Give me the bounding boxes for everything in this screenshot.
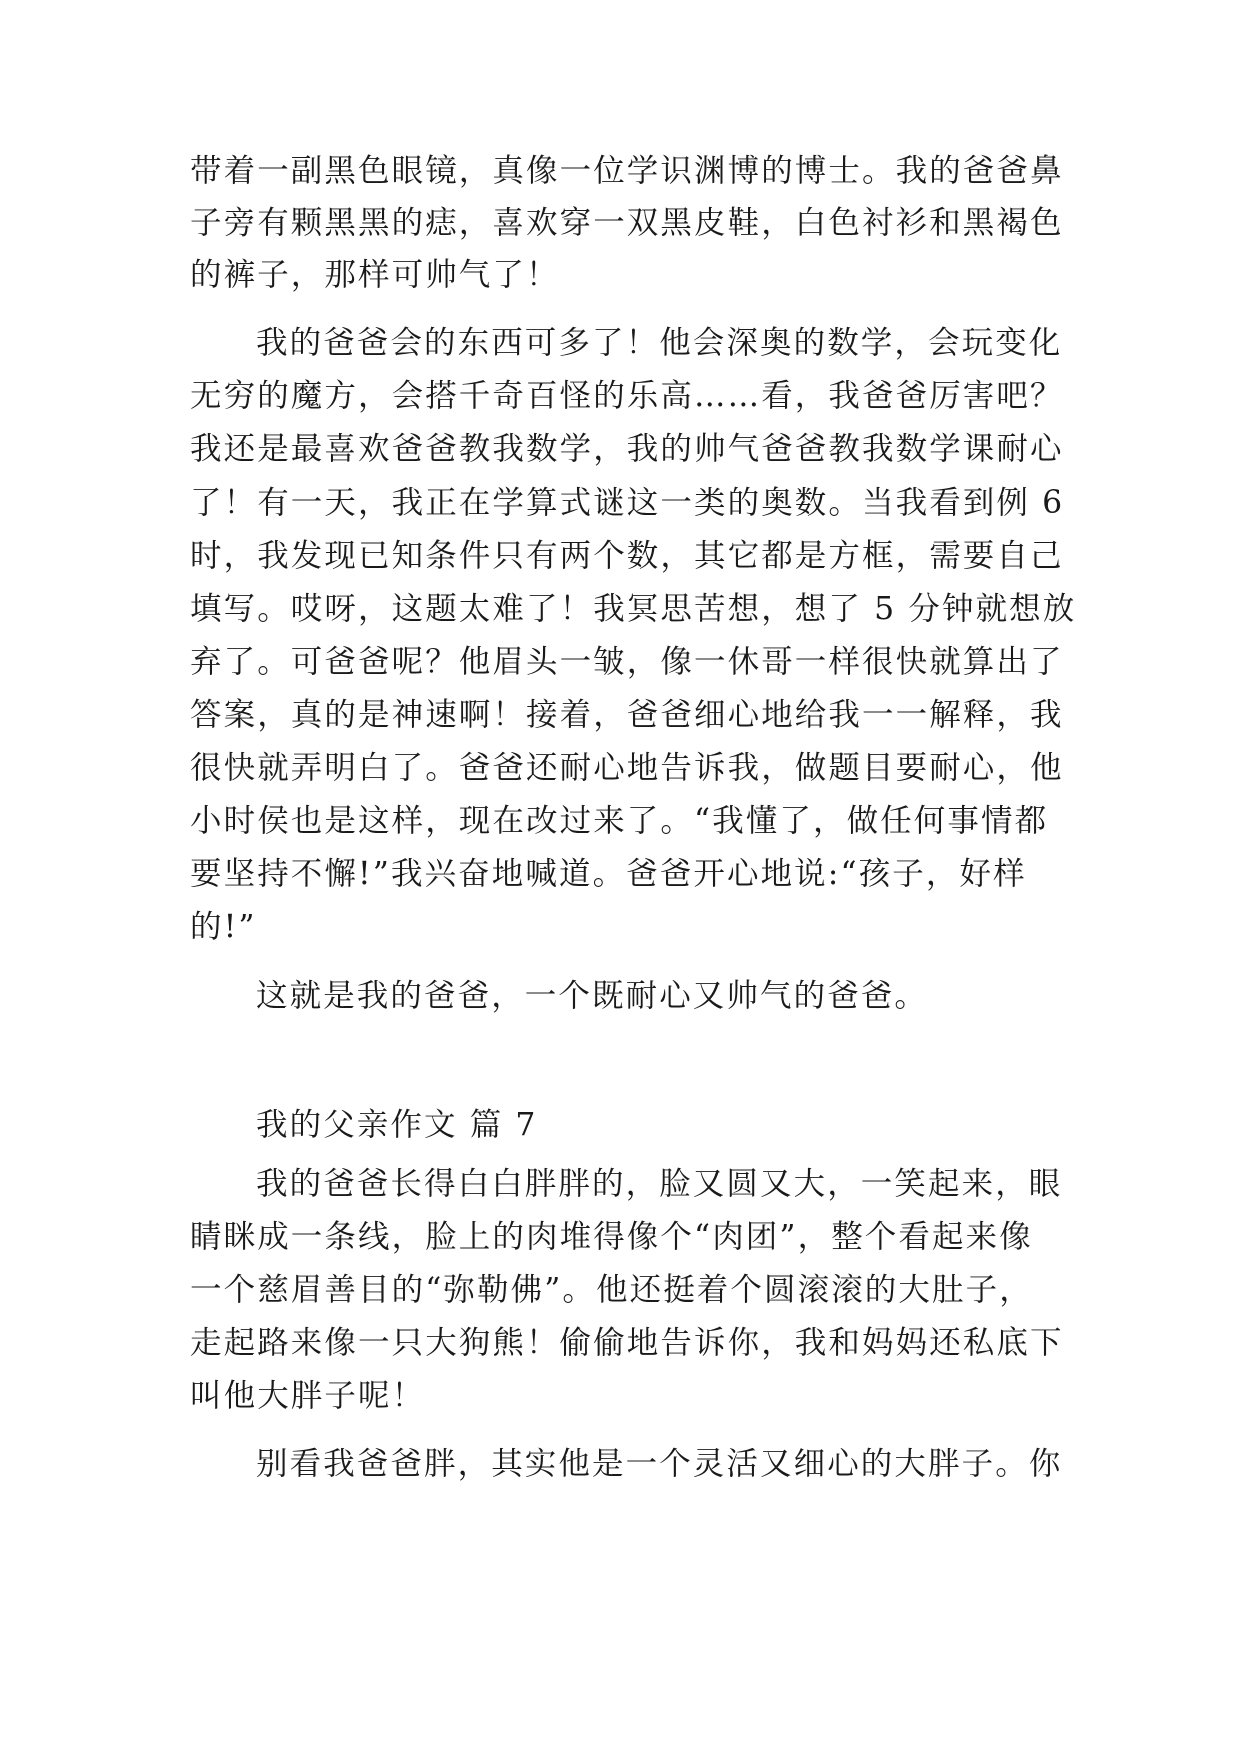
text-line: 答案，真的是神速啊！接着，爸爸细心地给我一一解释，我 <box>190 697 1064 733</box>
text-line: 时，我发现已知条件只有两个数，其它都是方框，需要自己 <box>190 538 1064 574</box>
text-line: 带着一副黑色眼镜，真像一位学识渊博的博士。我的爸爸鼻 <box>190 153 1064 189</box>
text-line: 了！有一天，我正在学算式谜这一类的奥数。当我看到例 6 <box>190 485 1065 521</box>
text-line: 的裤子，那样可帅气了！ <box>190 257 560 293</box>
text-line: 走起路来像一只大狗熊！偷偷地告诉你，我和妈妈还私底下 <box>190 1325 1064 1361</box>
text-line: 很快就弄明白了。爸爸还耐心地告诉我，做题目要耐心，他 <box>190 750 1064 786</box>
text-line: 小时侯也是这样，现在改过来了。“我懂了，做任何事情都 <box>190 803 1049 839</box>
text-line: 的!” <box>190 909 257 945</box>
section-heading: 我的父亲作文 篇 7 <box>256 1107 538 1143</box>
text-line: 一个慈眉善目的“弥勒佛”。他还挺着个圆滚滚的大肚子， <box>190 1272 1033 1308</box>
text-line: 叫他大胖子呢！ <box>190 1378 426 1414</box>
text-line: 无穷的魔方，会搭千奇百怪的乐高……看，我爸爸厉害吧？ <box>190 378 1064 414</box>
text-line: 弃了。可爸爸呢？他眉头一皱，像一休哥一样很快就算出了 <box>190 644 1064 680</box>
paragraph-start-line: 别看我爸爸胖，其实他是一个灵活又细心的大胖子。你 <box>256 1446 1063 1482</box>
text-line: 我还是最喜欢爸爸教我数学，我的帅气爸爸教我数学课耐心 <box>190 431 1064 467</box>
paragraph-start-line: 我的爸爸会的东西可多了！他会深奥的数学，会玩变化 <box>256 325 1063 361</box>
text-line: 填写。哎呀，这题太难了！我冥思苦想，想了 5 分钟就想放 <box>190 591 1077 627</box>
text-line: 要坚持不懈!”我兴奋地喊道。爸爸开心地说:“孩子，好样 <box>190 856 1027 892</box>
text-line: 睛眯成一条线，脸上的肉堆得像个“肉团”，整个看起来像 <box>190 1219 1033 1255</box>
paragraph-start-line: 我的爸爸长得白白胖胖的，脸又圆又大，一笑起来，眼 <box>256 1166 1063 1202</box>
paragraph-start-line: 这就是我的爸爸，一个既耐心又帅气的爸爸。 <box>256 978 929 1014</box>
text-line: 子旁有颗黑黑的痣，喜欢穿一双黑皮鞋，白色衬衫和黑褐色 <box>190 205 1064 241</box>
